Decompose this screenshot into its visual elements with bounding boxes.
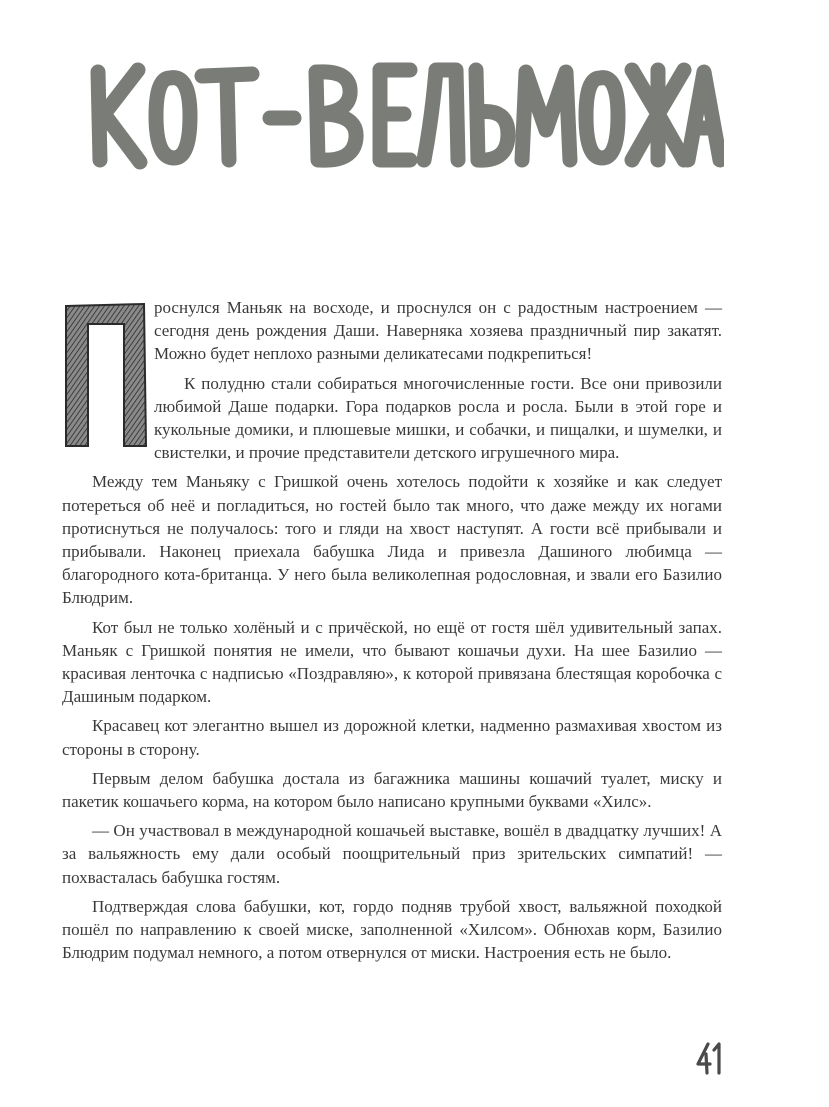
paragraph-8: Подтверждая слова бабушки, кот, гордо подняв трубой хвост, вальяжной походкой пошёл по направлению к своей миске, заполненной «Хилсом». Обнюхав корм, Базилио Блюдрим подумал немного, а потом отвернулся от миски. Настроения есть не было. bbox=[62, 896, 722, 963]
paragraph-2: К полудню стали собираться многочисленные гости. Все они привозили любимой Даше подарки. Гора подарков росла и росла. Были в этой горе и кукольные домики, и плюшевые мишки, и собачки, и пищалки, и шумелки, и свистелки, и прочие представители детского игрушечного мира. bbox=[154, 373, 722, 463]
chapter-title bbox=[84, 48, 724, 178]
page-number bbox=[694, 1040, 724, 1076]
paragraph-7: — Он участвовал в международной кошачьей выставке, вошёл в двадцатку лучших! А за вальяжность ему дали особый поощрительный приз зрительских симпатий! — похвасталась бабушка гостям. bbox=[62, 821, 722, 887]
chapter-title-lettering bbox=[84, 48, 724, 178]
paragraph-6: Первым делом бабушка достала из багажника машины кошачий туалет, миску и пакетик кошачьего корма, на котором было написано крупными буквами «Хилс». bbox=[62, 768, 722, 812]
paragraph-1: роснулся Маньяк на восходе, и проснулся он с радостным настроением — сегодня день рождения Даши. Наверняка хозяева праздничный пир закатят. Можно будет неплохо разными деликатесами подкрепиться! bbox=[154, 298, 722, 364]
body-text bbox=[62, 296, 722, 970]
drop-cap-glyph bbox=[62, 296, 154, 450]
paragraph-4: Кот был не только холёный и с причёской, но ещё от гостя шёл удивительный запах. Маньяк с Гришкой понятия не имели, что бывают кошачьи духи. На шее Базилио — красивая ленточка с надписью «Поздравляю», к которой привязана блестящая коробочка с Дашиным подарком. bbox=[62, 617, 722, 707]
drop-cap bbox=[62, 296, 154, 450]
page-number-glyphs bbox=[694, 1040, 724, 1076]
paragraph-3: Между тем Маньяку с Гришкой очень хотелось подойти к хозяйке и как следует потереться об неё и погладиться, но гостей было так много, что даже между их ногами протиснуться не получалось: того и гляди на хвост наступят. А гости всё прибывали и прибывали. Наконец приехала бабушка Лида и привезла Дашиного любимца — благородного кота-британца. У него была великолепная родословная, и звали его Базилио Блюдрим. bbox=[62, 472, 722, 608]
paragraph-5: Красавец кот элегантно вышел из дорожной клетки, надменно размахивая хвостом из стороны в сторону. bbox=[62, 716, 722, 759]
